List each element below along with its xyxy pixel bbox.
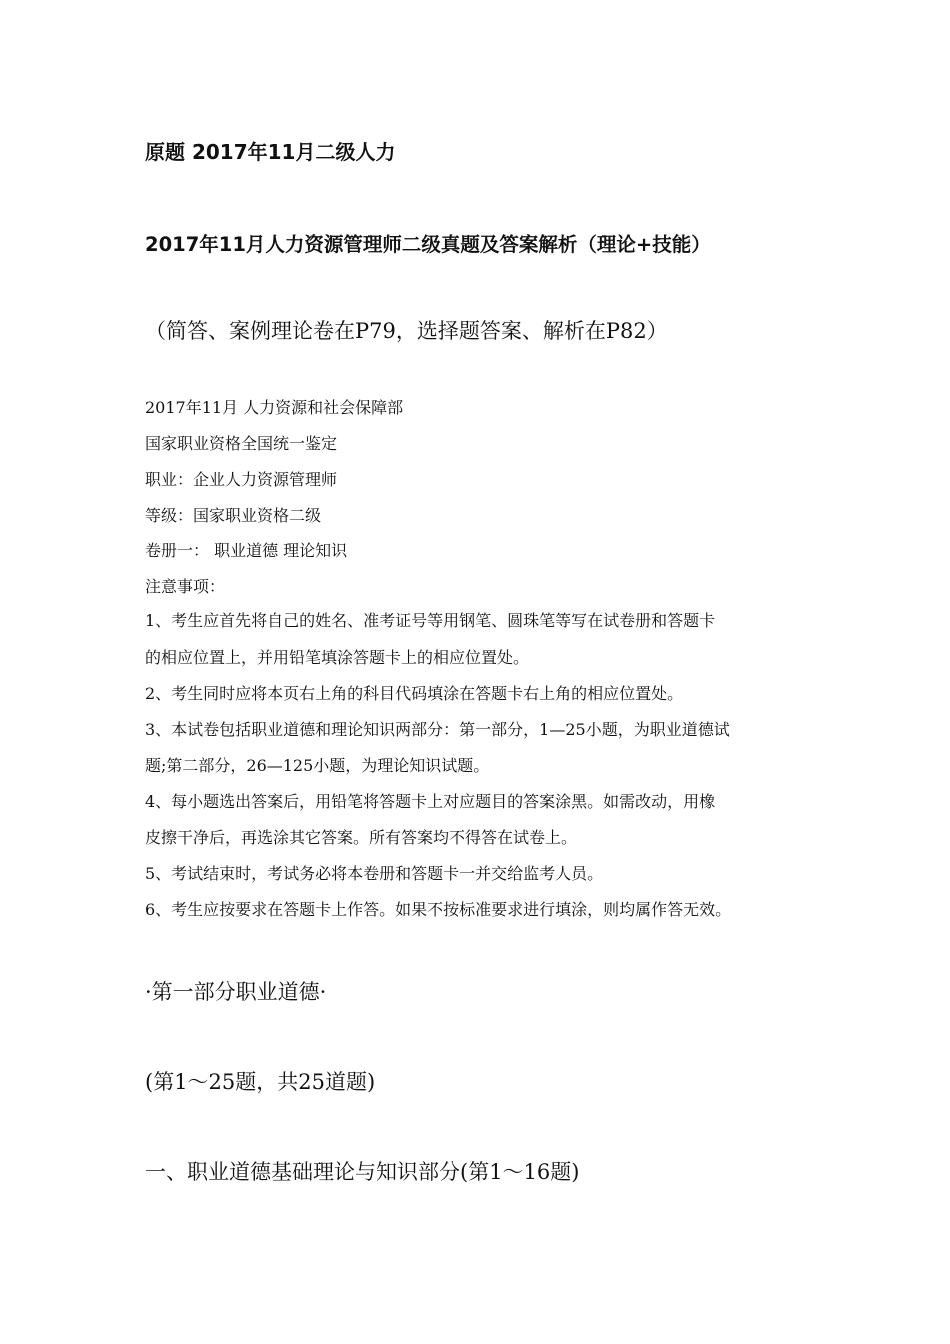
notice-line: 4、每小题选出答案后，用铅笔将答题卡上对应题目的答案涂黑。如需改动，用橡 [145, 792, 716, 811]
document-header-title: 原题 2017年11月二级人力 [145, 140, 396, 164]
exam-level: 等级：国家职业资格二级 [145, 506, 322, 525]
notice-title: 注意事项： [145, 577, 226, 596]
notice-line: 的相应位置上，并用铅笔填涂答题卡上的相应位置处。 [145, 648, 530, 667]
notice-line: 3、本试卷包括职业道德和理论知识两部分：第一部分，1—25小题，为职业道德试 [145, 720, 730, 739]
notice-line: 2、考生同时应将本页右上角的科目代码填涂在答题卡右上角的相应位置处。 [145, 684, 684, 703]
document-subtitle: （简答、案例理论卷在P79，选择题答案、解析在P82） [145, 319, 668, 343]
notice-line: 1、考生应首先将自己的姓名、准考证号等用钢笔、圆珠笔等写在试卷册和答题卡 [145, 611, 716, 630]
notice-line: 5、考试结束时，考试务必将本卷册和答题卡一并交给监考人员。 [145, 864, 604, 883]
section-one-heading: 一、职业道德基础理论与知识部分(第1～16题) [145, 1160, 580, 1184]
exam-volume: 卷册一： 职业道德 理论知识 [145, 541, 348, 560]
notice-line: 题;第二部分，26—125小题，为理论知识试题。 [145, 756, 490, 775]
exam-occupation: 职业：企业人力资源管理师 [145, 470, 338, 489]
part-one-heading: ·第一部分职业道德· [145, 980, 327, 1004]
notice-line: 皮擦干净后，再选涂其它答案。所有答案均不得答在试卷上。 [145, 828, 578, 847]
document-main-title: 2017年11月人力资源管理师二级真题及答案解析（理论+技能） [145, 233, 711, 256]
exam-appraisal: 国家职业资格全国统一鉴定 [145, 434, 338, 453]
notice-line: 6、考生应按要求在答题卡上作答。如果不按标准要求进行填涂，则均属作答无效。 [145, 900, 732, 919]
exam-date-org: 2017年11月 人力资源和社会保障部 [145, 398, 404, 417]
part-one-range: (第1～25题，共25道题) [145, 1070, 376, 1094]
